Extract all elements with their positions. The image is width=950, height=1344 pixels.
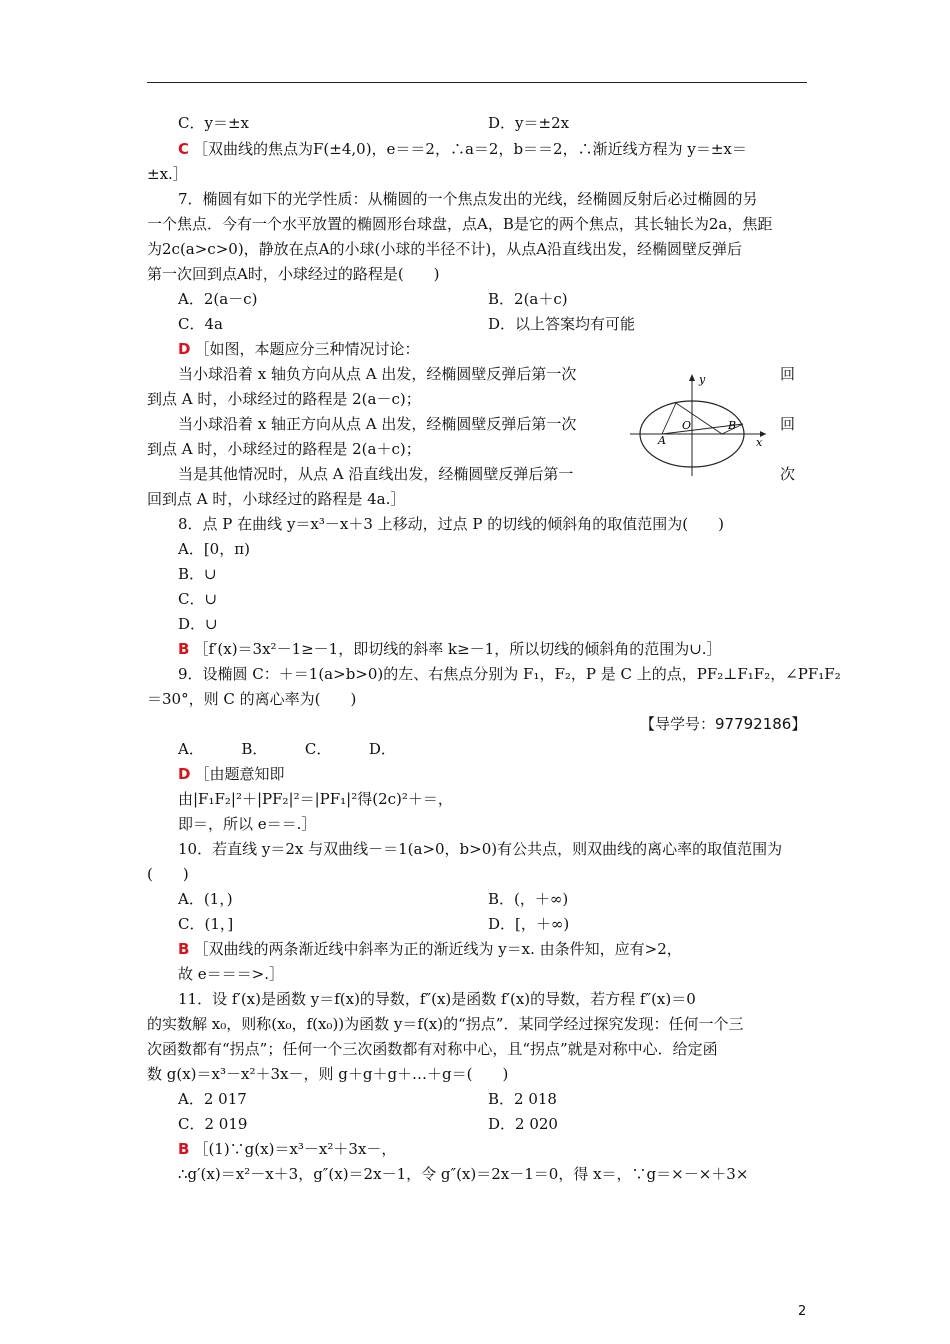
line-text: ［由题意知即 <box>194 765 285 783</box>
text-line <box>178 664 841 684</box>
text-line <box>780 464 795 484</box>
text-line <box>178 1139 396 1159</box>
line-text: ［(1)∵g(x)＝x³－x²＋3x－， <box>193 1140 397 1158</box>
text-line <box>178 364 576 384</box>
line-text: 当小球沿着 x 轴正方向从点 A 出发，经椭圆壁反弹后第一次 <box>178 415 577 433</box>
label-o: O <box>682 419 692 432</box>
line-text: 次函数都有“拐点”；任何一个三次函数都有对称中心，且“拐点”就是对称中心．给定函 <box>147 1040 718 1058</box>
text-line <box>178 614 218 634</box>
line-text: 由|F₁F₂|²＋|PF₂|²＝|PF₁|²得(2c)²＋＝， <box>178 790 453 808</box>
text-line <box>488 914 569 934</box>
text-line <box>178 564 217 584</box>
line-text: 到点 A 时，小球经过的路程是 2(a－c)； <box>147 390 421 408</box>
text-line <box>488 314 635 334</box>
text-line <box>147 164 188 184</box>
label-a: A <box>658 434 666 447</box>
text-line <box>780 414 795 434</box>
text-line <box>178 113 249 133</box>
line-text: A．(1，) <box>178 890 233 908</box>
text-line <box>178 914 233 934</box>
ray-1 <box>662 403 676 434</box>
text-line <box>178 514 724 534</box>
line-text: ±x.］ <box>147 165 188 183</box>
text-line <box>178 314 223 334</box>
text-line <box>178 839 782 859</box>
line-text: D．y＝±2x <box>488 114 570 132</box>
label-y: y <box>699 373 706 386</box>
line-text: 11．设 f′(x)是函数 y＝f(x)的导数，f″(x)是函数 f′(x)的导数，若方程 f″(x)＝0 <box>178 990 696 1008</box>
line-text: C．y＝±x <box>178 114 249 132</box>
text-line <box>178 414 576 434</box>
line-text: 一个焦点．今有一个水平放置的椭圆形台球盘，点A，B是它的两个焦点，其长轴长为2a，焦距 <box>147 215 773 233</box>
line-text: B．2 018 <box>488 1090 557 1108</box>
answer-letter: B <box>178 940 190 958</box>
line-text: B．(，＋∞) <box>488 890 569 908</box>
text-line <box>488 289 568 309</box>
y-axis-arrow <box>689 374 695 381</box>
text-line <box>147 239 742 259</box>
line-text: ［双曲线的两条渐近线中斜率为正的渐近线为 y＝x. 由条件知，应有>2， <box>193 940 682 958</box>
line-text: C．(1，] <box>178 915 234 933</box>
text-line <box>178 739 396 759</box>
header-rule <box>147 82 807 83</box>
line-text: A．[0，π) <box>178 540 250 558</box>
line-text: 回 <box>780 365 796 383</box>
text-line <box>178 789 453 809</box>
line-text: 8．点 P 在曲线 y＝x³－x＋3 上移动，过点 P 的切线的倾斜角的取值范围为( ) <box>178 515 724 533</box>
text-line <box>178 339 419 359</box>
text-line <box>178 539 250 559</box>
line-text: 第一次回到点A时，小球经过的路程是( ) <box>147 265 440 283</box>
line-text: 故 e＝＝＝>.］ <box>178 965 284 983</box>
line-text: ∴g′(x)＝x²－x＋3，g″(x)＝2x－1，令 g″(x)＝2x－1＝0，得 x＝，∵g＝×－×＋3× <box>178 1165 749 1183</box>
line-text: 的实数解 x₀，则称(x₀，f(x₀))为函数 y＝f(x)的“拐点”．某同学经过探究发现：任何一个三 <box>147 1015 744 1033</box>
line-text: A．2 017 <box>178 1090 247 1108</box>
line-text: ［如图，本题应分三种情况讨论： <box>194 340 420 358</box>
line-text: 当小球沿着 x 轴负方向从点 A 出发，经椭圆壁反弹后第一次 <box>178 365 577 383</box>
text-line <box>178 939 682 959</box>
line-text: ( ) <box>147 865 189 883</box>
text-line <box>178 1089 247 1109</box>
label-b: B <box>728 419 737 432</box>
page-number: 2 <box>798 1304 807 1319</box>
line-text: D．[，＋∞) <box>488 915 570 933</box>
text-line <box>147 264 440 284</box>
ellipse-figure <box>630 372 770 476</box>
line-text: B．2(a＋c) <box>488 290 568 308</box>
line-text: 【导学号：97792186】 <box>640 715 807 733</box>
line-text: 即＝，所以 e＝＝.］ <box>178 815 317 833</box>
text-line <box>147 1039 718 1059</box>
text-line <box>147 1064 508 1084</box>
line-text: 到点 A 时，小球经过的路程是 2(a＋c)； <box>147 440 421 458</box>
text-line <box>488 113 569 133</box>
text-line <box>147 214 772 234</box>
text-line <box>147 389 421 409</box>
answer-letter: C <box>178 140 190 158</box>
line-text: ［f′(x)＝3x²－1≥－1，即切线的斜率 k≥－1，所以切线的倾斜角的范围为∪.］ <box>193 640 722 658</box>
answer-letter: D <box>178 340 191 358</box>
text-line <box>488 889 568 909</box>
line-text: D．以上答案均有可能 <box>488 315 636 333</box>
text-line <box>147 489 405 509</box>
text-line <box>178 589 217 609</box>
line-text: 数 g(x)＝x³－x²＋3x－，则 g＋g＋g＋…＋g＝( ) <box>147 1065 509 1083</box>
line-text: C．2 019 <box>178 1115 248 1133</box>
line-text: 7．椭圆有如下的光学性质：从椭圆的一个焦点发出的光线，经椭圆反射后必过椭圆的另 <box>178 190 758 208</box>
text-line <box>488 1089 557 1109</box>
line-text: D．∪ <box>178 615 218 633</box>
label-x: x <box>756 436 763 449</box>
text-line <box>178 289 257 309</box>
line-text: 次 <box>780 465 796 483</box>
line-text: 9．设椭圆 C：＋＝1(a>b>0)的左、右焦点分别为 F₁，F₂，P 是 C 上的点，PF₂⊥F₁F₂，∠PF₁F₂ <box>178 665 841 683</box>
text-line <box>147 439 421 459</box>
answer-letter: B <box>178 1140 190 1158</box>
text-line <box>178 964 284 984</box>
line-text: B．∪ <box>178 565 217 583</box>
text-line <box>178 139 747 159</box>
text-line <box>147 864 189 884</box>
text-line <box>147 689 356 709</box>
text-line <box>780 364 795 384</box>
text-line <box>178 889 233 909</box>
answer-letter: D <box>178 765 191 783</box>
line-text: D．2 020 <box>488 1115 558 1133</box>
line-text: C．4a <box>178 315 223 333</box>
text-line <box>178 764 284 784</box>
text-line <box>147 1014 743 1034</box>
line-text: 10．若直线 y＝2x 与双曲线－＝1(a>0，b>0)有公共点，则双曲线的离心率的取值范围为 <box>178 840 783 858</box>
line-text: ［双曲线的焦点为F(±4,0)，e＝＝2，∴a＝2，b＝＝2，∴渐近线方程为 y＝±x＝ <box>193 140 747 158</box>
text-line <box>488 1114 558 1134</box>
line-text: ＝30°，则 C 的离心率为( ) <box>147 690 357 708</box>
line-text: A． B． C． D． <box>178 740 396 758</box>
text-line <box>178 639 722 659</box>
text-line <box>178 1164 748 1184</box>
text-line <box>178 464 573 484</box>
line-text: 回到点 A 时，小球经过的路程是 4a.］ <box>147 490 406 508</box>
line-text: 为2c(a>c>0)，静放在点A的小球(小球的半径不计)，从点A沿直线出发，经椭圆壁反弹后 <box>147 240 743 258</box>
text-line <box>178 814 316 834</box>
text-line <box>178 189 758 209</box>
line-text: 回 <box>780 415 796 433</box>
line-text: C．∪ <box>178 590 218 608</box>
line-text: A．2(a－c) <box>178 290 258 308</box>
text-line <box>640 714 806 734</box>
text-line <box>178 989 696 1009</box>
line-text: 当是其他情况时，从点 A 沿直线出发，经椭圆壁反弹后第一 <box>178 465 574 483</box>
text-line <box>178 1114 247 1134</box>
answer-letter: B <box>178 640 190 658</box>
